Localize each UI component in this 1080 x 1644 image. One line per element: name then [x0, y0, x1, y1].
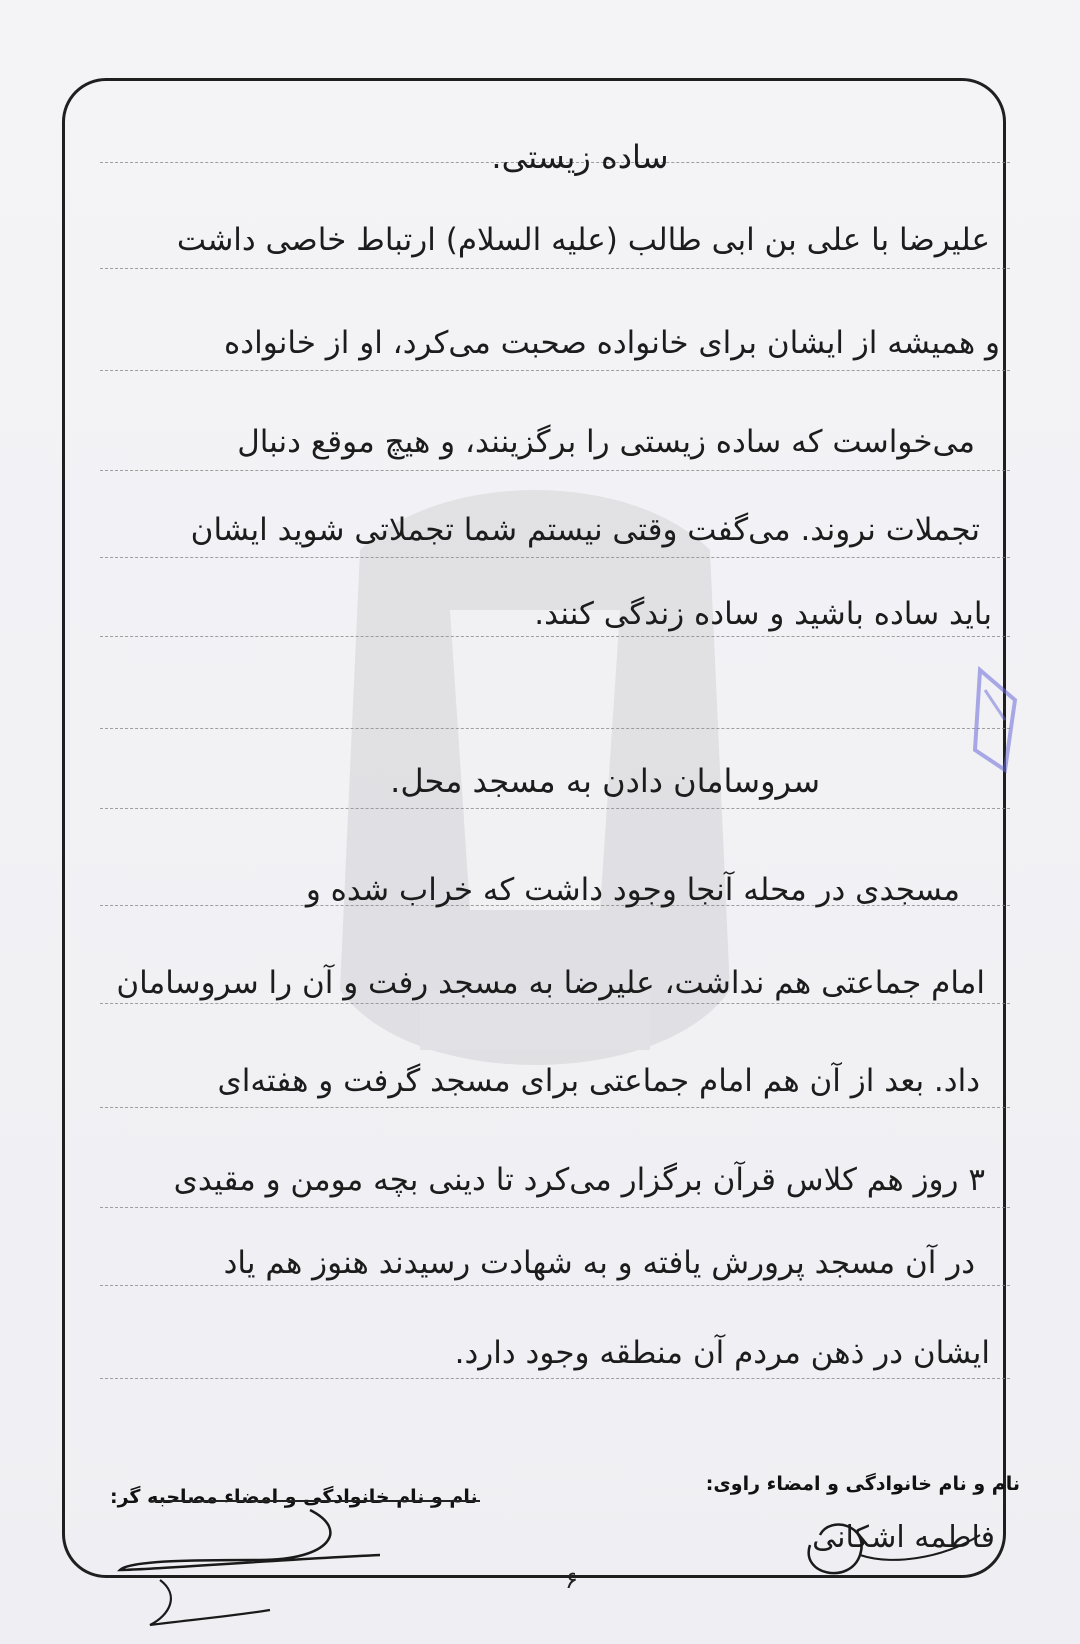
ruled-line: [100, 808, 1010, 809]
ruled-line: [100, 370, 1010, 371]
ruled-line: [100, 1107, 1010, 1108]
ruled-line: [100, 728, 1010, 729]
handwritten-line: امام جماعتی هم نداشت، علیرضا به مسجد رفت و آن را سروسامان: [116, 965, 985, 1001]
interviewer-signature: [110, 1500, 430, 1630]
handwritten-line: تجملات نروند. می‌گفت وقتی نیستم شما تجملاتی شوید ایشان: [190, 512, 980, 548]
narrator-signature-label: نام و نام خانوادگی و امضاء راوی:: [705, 1473, 1020, 1495]
section-heading: ساده زیستی.: [491, 138, 669, 176]
section-heading: سروسامان دادن به مسجد محل.: [390, 762, 820, 800]
handwritten-line: داد. بعد از آن هم امام جماعتی برای مسجد گرفت و هفته‌ای: [217, 1063, 980, 1099]
ruled-line: [100, 1207, 1010, 1208]
handwritten-line: ایشان در ذهن مردم آن منطقه وجود دارد.: [454, 1335, 990, 1371]
handwritten-line: علیرضا با علی بن ابی طالب (علیه السلام) ارتباط خاصی داشت: [176, 222, 990, 258]
ruled-line: [100, 557, 1010, 558]
handwritten-line: باید ساده باشید و ساده زندگی کنند.: [534, 596, 992, 632]
ruled-line: [100, 1285, 1010, 1286]
narrator-signature-name: فاطمه اشکانی: [812, 1520, 995, 1555]
interviewer-signature-label: نام و نام خانوادگی و امضاء مصاحبه گر:: [110, 1486, 478, 1508]
handwritten-line: می‌خواست که ساده زیستی را برگزینند، و هیچ موقع دنبال: [237, 424, 975, 460]
ink-stamp-mark: [960, 660, 1030, 780]
page-number: ۶: [565, 1566, 578, 1594]
ruled-line: [100, 470, 1010, 471]
ruled-line: [100, 1378, 1010, 1379]
ruled-line: [100, 1003, 1010, 1004]
ruled-line: [100, 268, 1010, 269]
handwritten-line: و همیشه از ایشان برای خانواده صحبت می‌کرد، او از خانواده: [224, 325, 1000, 361]
handwritten-line: ۳ روز هم کلاس قرآن برگزار می‌کرد تا دینی بچه مومن و مقیدی: [173, 1162, 985, 1198]
handwritten-line: مسجدی در محله آنجا وجود داشت که خراب شده و: [305, 872, 960, 908]
narrator-signature: [790, 1505, 990, 1585]
handwritten-line: در آن مسجد پرورش یافته و به شهادت رسیدند هنوز هم یاد: [223, 1245, 975, 1281]
ruled-line: [100, 636, 1010, 637]
